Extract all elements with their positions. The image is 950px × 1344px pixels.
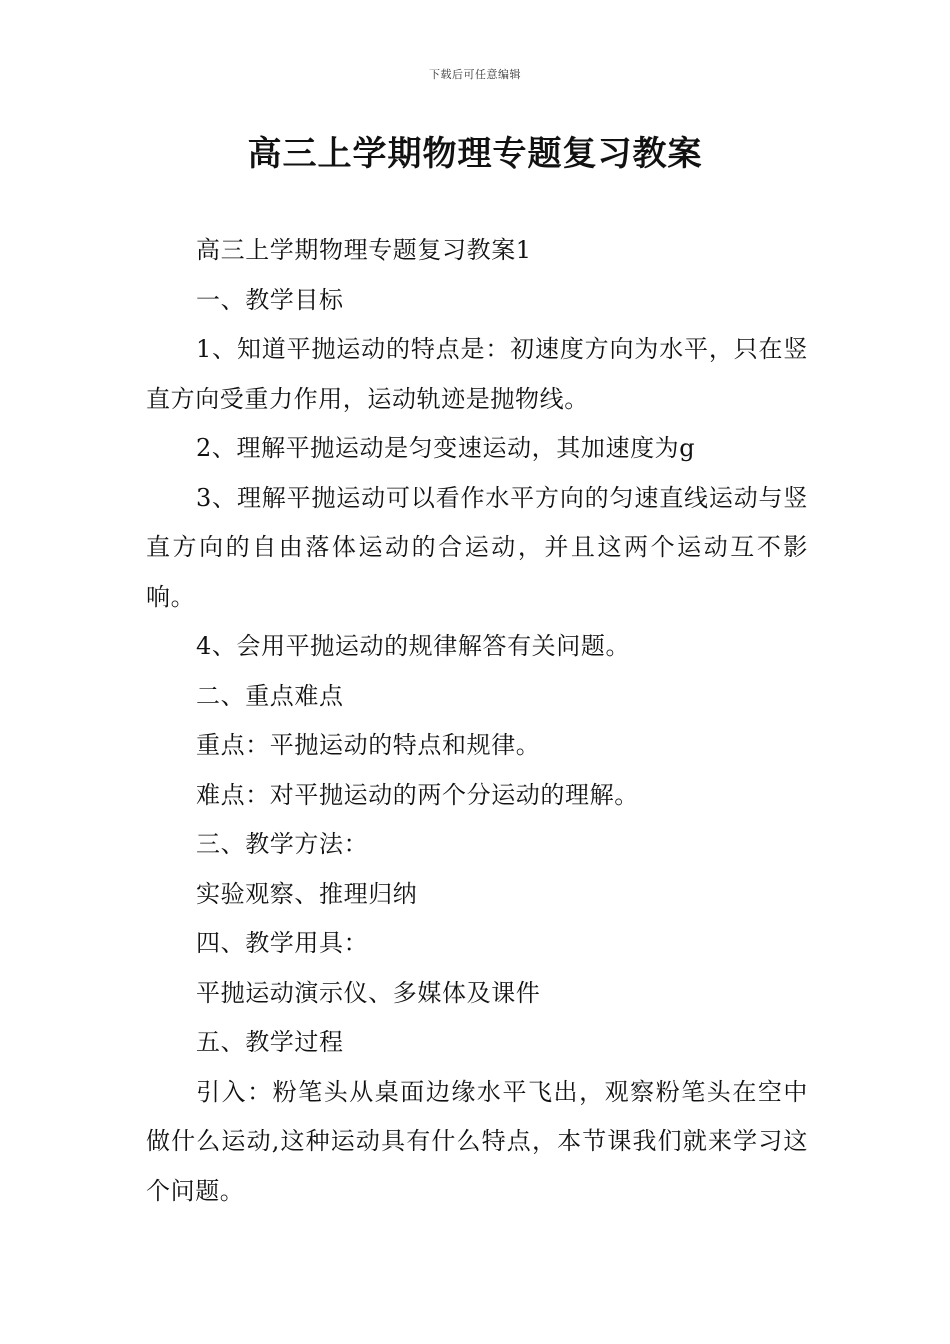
objective-1: 1、知道平抛运动的特点是：初速度方向为水平，只在竖直方向受重力作用，运动轨迹是抛物线。: [146, 335, 808, 413]
section-heading-process: 五、教学过程: [196, 1028, 344, 1056]
methods-text: 实验观察、推理归纳: [196, 879, 418, 908]
objective-3: 3、理解平抛运动可以看作水平方向的匀速直线运动与竖直方向的自由落体运动的合运动，并且这两个运动互不影响。: [146, 483, 808, 611]
objective-2: 2、理解平抛运动是匀变速运动，其加速度为g: [196, 434, 696, 462]
section-heading-objectives: 一、教学目标: [196, 285, 344, 314]
section-heading-tools: 四、教学用具：: [196, 929, 369, 957]
document-body: [146, 226, 808, 1216]
section-heading-methods: 三、教学方法：: [196, 830, 369, 858]
key-point: 重点：平抛运动的特点和规律。: [196, 731, 541, 759]
section-heading-lesson-1: 高三上学期物理专题复习教案1: [196, 236, 532, 264]
introduction-text: 引入：粉笔头从桌面边缘水平飞出，观察粉笔头在空中做什么运动,这种运动具有什么特点，本节课我们就来学习这个问题。: [146, 1077, 808, 1205]
objective-4: 4、会用平抛运动的规律解答有关问题。: [196, 632, 631, 660]
tools-text: 平抛运动演示仪、多媒体及课件: [196, 978, 541, 1007]
section-heading-key-points: 二、重点难点: [196, 681, 344, 710]
difficult-point: 难点：对平抛运动的两个分运动的理解。: [196, 780, 639, 809]
document-title: 高三上学期物理专题复习教案: [247, 134, 703, 174]
header-note: 下载后可任意编辑: [429, 68, 521, 81]
